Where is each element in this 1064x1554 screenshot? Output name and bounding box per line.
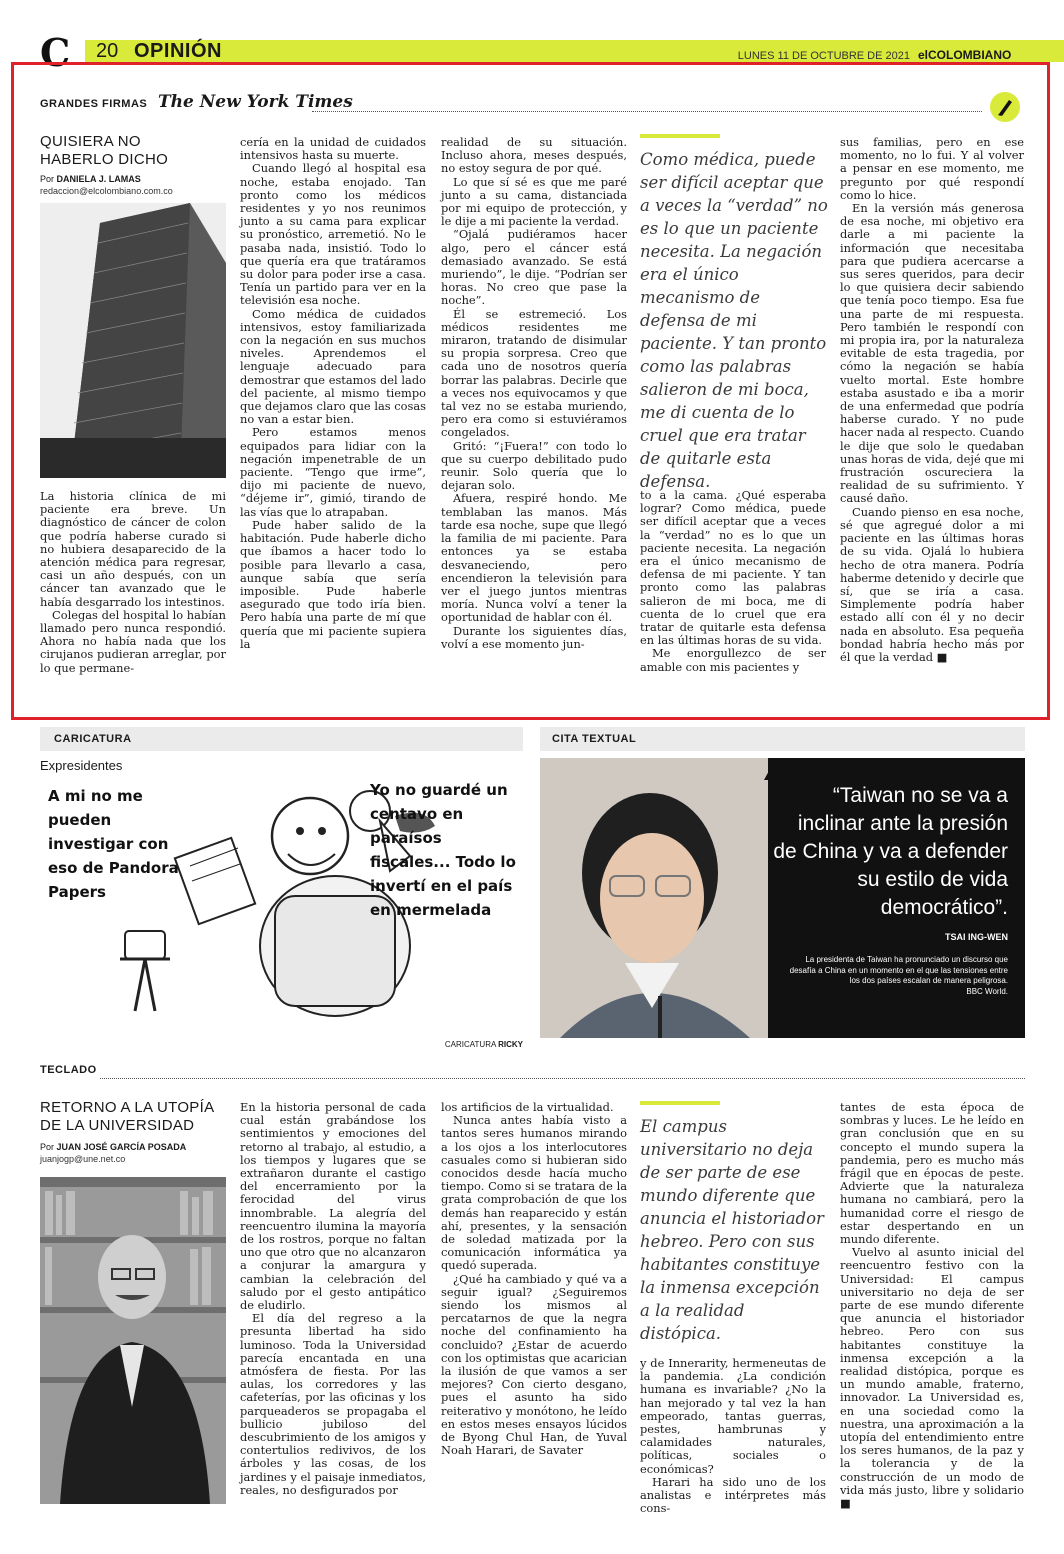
panel-notch [764, 758, 776, 780]
paper-name: elCOLOMBIANO [918, 48, 1012, 62]
author-email: juanjogp@une.net.co [40, 1154, 126, 1164]
cartoon-credit: CARICATURA RICKY [444, 1040, 523, 1049]
section-title: OPINIÓN [134, 40, 222, 62]
article-headline: RETORNO A LA UTOPÍA DE LA UNIVERSIDAD [40, 1099, 214, 1134]
pull-quote-rule [640, 134, 720, 138]
article-column-4: y de Innerarity, hermeneutas de la pandemia. ¿La condición humana es invariable? ¿No la han mejorado y tal vez la han empeorado, tantas guerras, pestes, hambrunas y calamidades naturales, políticas, sociales o económicas? Harari ha sido uno de los analistas e intérpretes más cons- [640, 1356, 826, 1516]
newspaper-logo: C [40, 30, 71, 75]
article-column-4: to a la cama. ¿Qué esperaba lograr? Como médica, puede ser difícil aceptar que a veces la “verdad” no es lo que un paciente necesita. La negación era el único mecanismo de defensa de mi paciente. Y tan pronto como las palabras salieron de mi boca, me di cuenta de lo cruel que era tratar de quitarle esta defensa en las últimas horas de su vida. Me enorgullezco de ser amable con mis pacientes y [640, 488, 826, 674]
article-column-5: tantes de esta época de sombras y luces. Le he leído en gran conclusión que en su concepto el mundo supera la pandemia, pero es mucho más frágil que en épocas de peste. Advierte que la naturaleza humana no cambiará, pero la humanidad corre el riesgo de estar despertando en un mundo diferente. Vuelvo al asunto inicial del reencuentro festivo con la Universidad: El campus universitario no deja de ser parte de ese mundo diferente que anuncia el historiador hebreo. Pero con sus habitantes constituye la inmensa excepción a la realidad distópica, porque es un mundo amable, fraterno, innovador. La Universidad es, en una sociedad como la nuestra, una aproximación a la utopía del entendimiento entre los seres humanos, de la paz y la tolerancia y de la construcción de un modo de vida más justo, libre y solidario ■ [840, 1100, 1024, 1511]
article-column-3: realidad de su situación. Incluso ahora, meses después, no estoy segura de por qué. Lo que sí sé es que me paré junto a su cama, distanciada por mi equipo de protección, y le dije a mi paciente la verdad. “Ojalá pudiéramos hacer algo, pero el cáncer está demasiado avanzado. Se está muriendo”, le dije. “Podrían ser horas. No creo que pase la noche”. Él se estremeció. Los médicos residentes me miraron, tratando de disimular su propia sorpresa. Creo que cada uno de nosotros quería borrar las palabras. Decirle que a veces nos equivocamos y que tal vez no se estaba muriendo, pero era como si estuviéramos congelados. Gritó: “¡Fuera!” con todo lo que su cuerpo debilitado pudo reunir. Solo quería que lo dejaran solo. Afuera, respiré hondo. Me temblaban las manos. Más tarde esa noche, supe que llegó la familia de mi paciente. Para entonces ya se estaba desvaneciendo, pero encendieron la televisión para ver el juego juntos mientras moría. Nunca volví a tener la oportunidad de hablar con él. Durante los siguientes días, volví a ese momento jun- [441, 135, 627, 651]
quote-author: TSAI ING-WEN [945, 932, 1008, 942]
page-number: 20 [96, 40, 119, 62]
article-column-2: cería en la unidad de cuidados intensivos hasta su muerte. Cuando llegó al hospital esa noche, estaba enojado. Tan pronto como los médicos residentes y yo nos reunimos junto a su cama para explicar su pronóstico, arremetió. No le pasaba nada, insistió. Todo lo que quería era que tratáramos su dolor para poder irse a casa. Tenía un partido para ver en la televisión esa noche. Como médica de cuidados intensivos, estoy familiarizada con la negación en sus muchos niveles. Aprendemos el lenguaje adecuado para demostrar que estamos del lado del paciente, al mismo tiempo que dejamos claro que las cosas no van a estar bien. Pero estamos menos equipados para lidiar con la negación impenetrable de un paciente. “Tengo que irme”, dijo mi paciente de nuevo, “déjeme ir”, gimió, tirando de las vías que lo atrapaban. Pude haber salido de la habitación. Pude haberle dicho que íbamos a hacer todo lo posible para llevarlo a casa, aunque sabía que sería imposible. Pude haberle asegurado que todo iría bien. Pero había una parte de mí que quería que mi paciente supiera la [240, 135, 426, 651]
article-column-1: La historia clínica de mi paciente era breve. Un diagnóstico de cáncer de colon que podría haberse curado si no hubiera desaparecido de la atención médica para regresar, casi un año después, con un cáncer tan avanzado que le había desgarrado los intestinos. Colegas del hospital lo habían llamado pero nunca respondió. Ahora no había nada que los cirujanos pudieran arreglar, por lo que permane- [40, 489, 226, 675]
pull-quote-rule [640, 1101, 720, 1105]
portrait-photo [540, 758, 768, 1038]
issue-date: LUNES 11 DE OCTUBRE DE 2021 [737, 50, 910, 62]
cartoon-bubble-left: A mi no me pueden investigar con eso de Pandora Papers [48, 787, 179, 901]
article-column-2: En la historia personal de cada cual están grabándose los sentimientos y emociones del retorno al trabajo, al estudio, a los tiempos y lugares que se extrañaron durante el castigo del encerramiento por la ferocidad del virus innombrable. La alegría del reencuentro ilumina la mayoría de los rostros, porque no faltan uno que otro que no alcanzaron a conjurar la amargura y cambian la celebración del saludo por el gesto antipático de eludirlo. El día del regreso a la presunta libertad ha sido luminoso. Toda la Universidad parecía encantada en una atmósfera de fiesta. Por las aulas, los corredores y las cafeterías, por las oficinas y los parqueaderos se propagaba el bullicio jubiloso del descubrimiento de los amigos y contertulios redivivos, de los árboles y las cosas, de los jardines y el paisaje inmediatos, reales, no desfigurados por [240, 1100, 426, 1497]
cartoon-bubble-right: Yo no guardé un centavo en paraísos fiscales... Todo lo invertí en el país en mermelada [370, 781, 516, 919]
article-column-3: los artificios de la virtualidad. Nunca antes había visto a tantos seres humanos mirando a los ojos a los interlocutores casuales como si hubieran sido conocidos desde hacía mucho tiempo. Como si se tratara de la grata comprobación de que los demás han reaparecido y están ahí, presentes, y la sensación de soledad matizada por la comunicación informática ya quedó superada. ¿Qué ha cambiado y qué va a seguir igual? ¿Seguiremos siendo los mismos al percatarnos de que la negra noche del confinamiento ha concluido? ¿Estar de acuerdo con los optimistas que acarician la ilusión de que vamos a ser mejores? Con cierto desgano, pues el asunto ha sido reiterativo y monótono, he leído en estos meses ensayos lúcidos de Byong Chul Han, de Yuval Noah Harari, de Savater [441, 1100, 627, 1458]
section-rule [312, 111, 982, 112]
article-byline: Por DANIELA J. LAMAS [40, 174, 141, 184]
pull-quote: El campus universitario no deja de ser parte de ese mundo diferente que anuncia el historiador hebreo. Pero con sus habitantes constituye la inmensa excepción a la realidad distópica. [640, 1117, 824, 1343]
pull-quote: Como médica, puede ser difícil aceptar que a veces la “verdad” no es lo que un paciente necesita. La negación era el único mecanismo de defensa de mi paciente. Y tan pronto como las palabras salieron de mi boca, me di cuenta de lo cruel que era tratar de quitarle esta defensa. [640, 150, 828, 491]
cartoon-title: Expresidentes [40, 758, 123, 773]
author-email: redaccion@elcolombiano.com.co [40, 186, 173, 196]
cita-bar: CITA TEXTUAL [540, 727, 1025, 751]
quote-text: “Taiwan no se va a inclinar ante la presión de China y va a defender su estilo de vida democrático”. [773, 784, 1008, 919]
author-photo [40, 1177, 226, 1504]
article-headline: QUISIERA NO HABERLO DICHO [40, 133, 169, 168]
section-rule [100, 1078, 1025, 1079]
pen-icon [990, 92, 1020, 122]
article-byline: Por JUAN JOSÉ GARCÍA POSADA [40, 1142, 187, 1152]
building-photo [40, 203, 226, 478]
article-column-5: sus familias, pero en ese momento, no lo fui. Y al volver a pensar en ese momento, me pregunto por qué respondí como lo hice. En la versión más generosa de esa noche, mi objetivo era darle a mi paciente la información que necesitaba para que pudiera acercarse a sus seres queridos, para decir lo que quisiera decir sabiendo que tenía poco tiempo. Esa fue una parte de mi respuesta. Pero también le respondí con mi propia ira, por la naturaleza evitable de esta tragedia, por cómo la negación se había vuelto mortal. Este hombre estaba asustado e iba a morir de una enfermedad que podría haberse curado. Y no pude hacer nada al respecto. Cuando le dije que solo le quedaban unas horas de vida, dejé que mi frustración oscureciera la realidad de su sufrimiento. Y causé daño. Cuando pienso en esa noche, sé que agregué dolor a mi paciente en las últimas horas de su vida. Ojalá lo hubiera hecho de otra manera. Podría haberme detenido y decirle que sí, que se iría a casa. Simplemente podría haber estado allí con él y no decir nada en absoluto. Esa pequeña bondad habría hecho más por él que la verdad ■ [840, 135, 1024, 664]
nyt-logo: The New York Times [158, 92, 353, 112]
grandes-firmas-label: GRANDES FIRMAS [40, 98, 148, 110]
caricatura-bar: CARICATURA [40, 727, 523, 751]
teclado-label: TECLADO [40, 1064, 97, 1076]
quote-context: La presidenta de Taiwan ha pronunciado un discurso que desafía a China en un momento en el que las tensiones entre los dos países escalan de manera peligrosa. BBC World. [789, 955, 1008, 996]
